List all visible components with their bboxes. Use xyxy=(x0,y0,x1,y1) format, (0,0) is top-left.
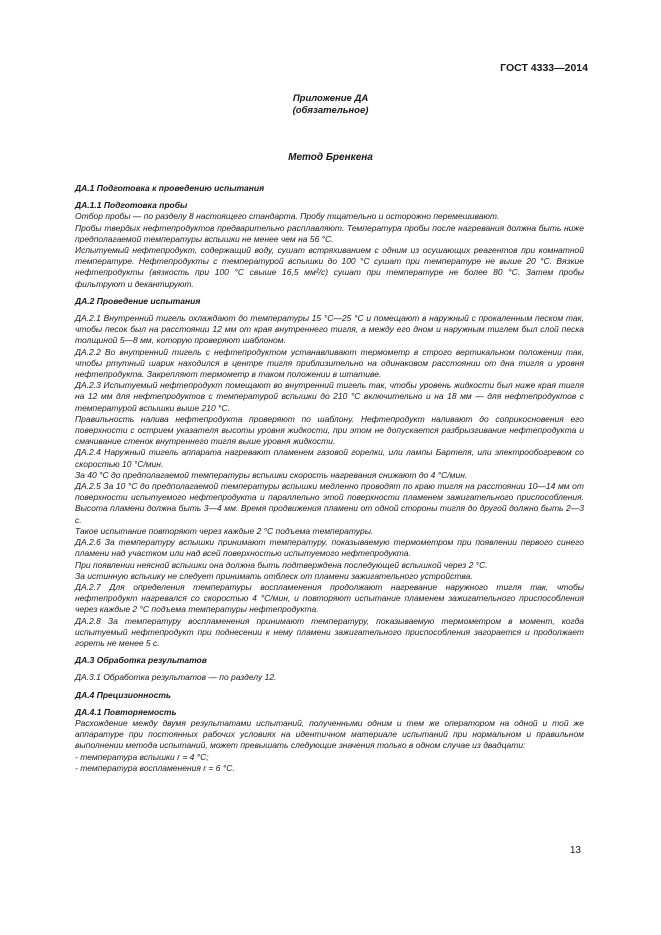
paragraph: Отбор пробы — по разделу 8 настоящего стандарта. Пробу тщательно и осторожно перемешивают. xyxy=(75,211,500,222)
appendix-subtitle: (обязательное) xyxy=(292,105,369,116)
method-title: Метод Бренкена xyxy=(288,152,373,163)
document-body xyxy=(75,183,584,774)
subsection-heading-da11: ДА.1.1 Подготовка пробы xyxy=(75,200,188,211)
section-heading-da1: ДА.1 Подготовка к проведению испытания xyxy=(75,183,265,193)
paragraph: За 40 °С до предполагаемой температуры вспышки скорость нагревания снижают до 4 °С/мин. xyxy=(75,469,468,480)
paragraph-da25: ДА.2.5 За 10 °С до предполагаемой температуры вспышки медленно проводят по краю тигля на расстоянии 10—14 мм от поверхности испытуемого нефтепродукта и параллельно этой поверхности пламенем зажигательного приспособления. Высота пламени должна быть 3—4 мм. Время продвижения пламени от одной стороны тигля до другой должно быть 2—3 с. xyxy=(75,481,584,525)
paragraph-da23: ДА.2.3 Испытуемый нефтепродукт помещают во внутренний тигель так, чтобы уровень жидкости был ниже края тигля на 12 мм для нефтепродуктов с температурой вспышки до 210 °С включительно и на 18 мм — для нефтепродуктов с температурой вспышки выше 210 °С. xyxy=(75,380,584,413)
section-heading-da4: ДА.4 Прецизионность xyxy=(75,689,171,700)
paragraph: Испытуемый нефтепродукт, содержащий воду, сушат встряхиванием с одним из осушающих реагентов при комнатной температуре. Нефтепродукты с температурой вспышки до 100 °С сушат при температуре не выше 20 °С. Вязкие нефтепродукты (вязкость при 100 °С свыше 16,5 мм²/с) сушат при температуре не более 80 °С. Затем пробы фильтруют и декантируют. xyxy=(75,245,584,289)
paragraph-da24: ДА.2.4 Наружный тигель аппарата нагревают пламенем газовой горелки, или лампы Бартеля, или электрообогревом со скоростью 10 °С/мин. xyxy=(75,447,584,469)
list-item: - температура воспламенения r = 6 °С. xyxy=(75,762,235,773)
list-item: - температура вспышки r = 4 °С; xyxy=(75,751,209,762)
paragraph-da28: ДА.2.8 За температуру воспламенения принимают температуру, показываемую термометром в момент, когда испытуемый нефтепродукт при поднесении к нему пламени зажигательного приспособления загорается и продолжает гореть не менее 5 с. xyxy=(75,615,584,648)
paragraph-da41: Расхождение между двумя результатами испытаний, полученными одним и тем же оператором на одной и той же аппаратуре при постоянных рабочих условиях на идентичном материале испытаний при нормальном и правильном выполнении метода испытаний, может превышать следующие значения только в одном случае из двадцати: xyxy=(75,717,584,751)
paragraph: За истинную вспышку не следует принимать отблеск от пламени зажигательного устройства. xyxy=(75,570,473,581)
paragraph: Правильность налива нефтепродукта проверяют по шаблону. Нефтепродукт наливают до соприкосновения его поверхности с острием указателя высоты уровня жидкости, при этом не допускается разбрызгивание нефтепродукта и смачивание стенок внутреннего тигля выше уровня жидкости. xyxy=(75,413,584,447)
paragraph-da21: ДА.2.1 Внутренний тигель охлаждают до температуры 15 °С—25 °С и помещают в наружный с прокаленным песком так, чтобы песок был на расстоянии 12 мм от края внутреннего тигля, а между его дном и наружным тиглем был слой песка толщиной 5—8 мм, которую проверяют шаблоном. xyxy=(75,313,584,346)
paragraph-da26: ДА.2.6 За температуру вспышки принимают температуру, показываемую термометром при появлении первого синего пламени над участком или над всей поверхностью испытуемого нефтепродукта. xyxy=(75,537,584,559)
subsection-heading-da41: ДА.4.1 Повторяемость xyxy=(75,706,177,717)
paragraph: Такое испытание повторяют через каждые 2 °С подъема температуры. xyxy=(75,525,374,536)
paragraph: Пробы твердых нефтепродуктов предварительно расплавляют. Температура пробы после нагревания должна быть ниже предполагаемой температуры вспышки не менее чем на 56 °С. xyxy=(75,222,584,244)
standard-number: ГОСТ 4333—2014 xyxy=(500,62,588,74)
paragraph: При появлении неясной вспышки она должна быть подтверждена последующей вспышкой через 2 °С. xyxy=(75,559,488,570)
page-number: 13 xyxy=(569,845,581,856)
paragraph-da22: ДА.2.2 Во внутренний тигель с нефтепродуктом устанавливают термометр в строго вертикальном положении так, чтобы ртутный шарик находился в центре тигля приблизительно на одинаковом расстоянии от дна тигля и уровня нефтепродукта. Закрепляют термометр в таком положении в штативе. xyxy=(75,346,584,380)
section-heading-da3: ДА.3 Обработка результатов xyxy=(75,655,207,666)
appendix-title: Приложение ДА xyxy=(292,93,369,104)
paragraph-da27: ДА.2.7 Для определения температуры воспламенения продолжают нагревание наружного тигля так, чтобы нефтепродукт нагревался со скоростью 4 °С/мин, и повторяют испытание пламенем зажигательного приспособления через каждые 2 °С подъема температуры нефтепродукта. xyxy=(75,581,584,615)
paragraph-da31: ДА.3.1 Обработка результатов — по разделу 12. xyxy=(75,672,277,683)
section-heading-da2: ДА.2 Проведение испытания xyxy=(75,295,201,306)
